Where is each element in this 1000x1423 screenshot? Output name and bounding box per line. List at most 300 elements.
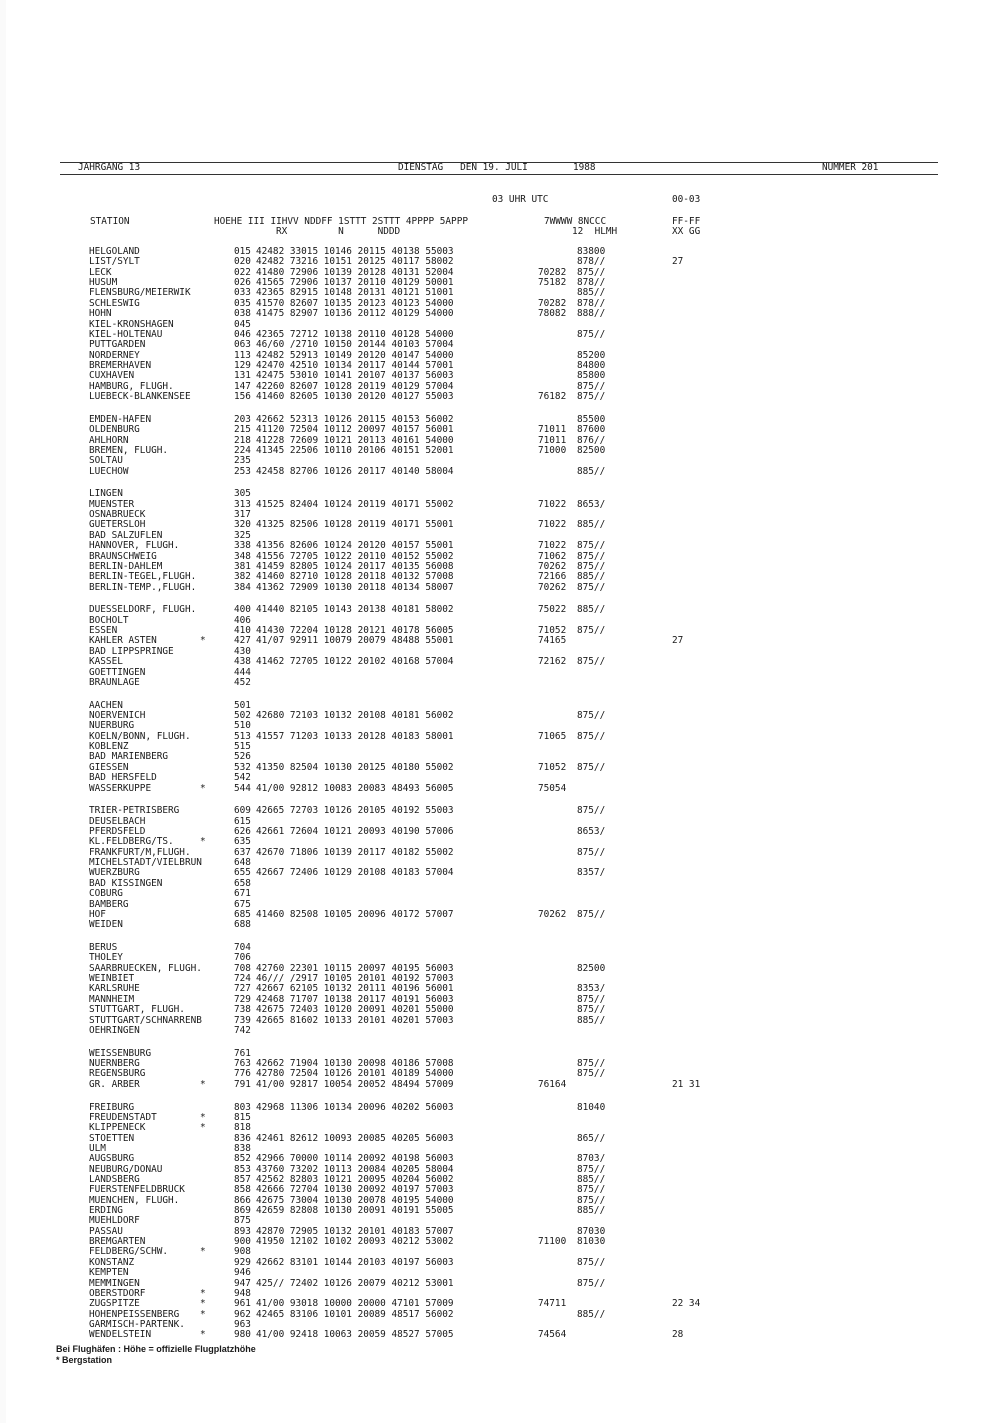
issue-number: NUMMER 201 (822, 162, 879, 173)
station-index: 427 (234, 635, 251, 647)
cloud-group: 87030 (577, 1225, 606, 1237)
station-name: BERLIN-DAHLEM (89, 560, 163, 572)
station-name: NORDERNEY (89, 349, 140, 361)
cloud-group: 885// (577, 604, 606, 616)
station-name: MUENCHEN, FLUGH. (89, 1194, 180, 1206)
station-name: MICHELSTADT/VIELBRUN (89, 857, 202, 869)
station-name: ZUGSPITZE (89, 1298, 140, 1310)
cloud-group: 875// (577, 1184, 606, 1196)
station-data: 42968 11306 10134 20096 40202 56003 (256, 1101, 454, 1113)
cloud-group: 878// (577, 277, 606, 289)
station-data: 42665 81602 10133 20101 40201 57003 (256, 1014, 454, 1026)
station-data: 42260 82607 10128 20119 40129 57004 (256, 380, 454, 392)
mountain-marker: * (200, 635, 206, 647)
col-main: HOEHE III IIHVV NDDFF 1STTT 2STTT 4PPPP 5APPP (214, 216, 468, 227)
station-data: 42562 82803 10121 20095 40204 56002 (256, 1174, 454, 1185)
station-name: THOLEY (89, 952, 123, 964)
weather-group: 75022 (538, 604, 567, 616)
cloud-group: 885// (577, 287, 606, 299)
cloud-group: 875// (577, 390, 606, 402)
station-name: AHLHORN (89, 434, 129, 446)
cloud-group: 875// (577, 730, 606, 742)
station-data: 41430 72204 10128 20121 40178 56005 (256, 625, 454, 637)
station-index: 727 (234, 983, 251, 995)
cloud-group: 875// (577, 1058, 606, 1069)
station-name: BOCHOLT (89, 614, 129, 626)
station-index: 761 (234, 1047, 251, 1059)
station-index: 947 (234, 1277, 251, 1289)
date-label: DIENSTAG DEN 19. JULI 1988 (398, 162, 596, 173)
station-name: MUENSTER (89, 498, 135, 510)
cloud-group: 875// (577, 625, 606, 637)
station-index: 609 (234, 805, 251, 817)
station-index: 224 (234, 444, 251, 456)
station-index: 022 (234, 266, 251, 278)
cloud-group: 875// (577, 1068, 606, 1080)
station-name: PASSAU (89, 1225, 123, 1237)
station-index: 348 (234, 550, 251, 562)
station-index: 857 (234, 1174, 251, 1185)
station-name: AACHEN (89, 699, 123, 711)
station-index: 655 (234, 867, 251, 879)
cloud-group: 878// (577, 297, 606, 309)
station-name: HUSUM (89, 277, 118, 289)
mountain-marker: * (200, 1122, 206, 1134)
station-name: HELGOLAND (89, 246, 140, 257)
cloud-group: 875// (577, 266, 606, 278)
cloud-group: 885// (577, 519, 606, 531)
station-data: 42780 72504 10126 20101 40189 54000 (256, 1068, 454, 1080)
station-name: ULM (89, 1143, 106, 1154)
cloud-group: 875// (577, 761, 606, 773)
station-index: 946 (234, 1267, 251, 1279)
station-data: 42680 72103 10132 20108 40181 56002 (256, 710, 454, 721)
station-data: 42966 70000 10114 20092 40198 56003 (256, 1153, 454, 1165)
station-index: 444 (234, 666, 251, 678)
station-name: BERLIN-TEGEL,FLUGH. (89, 571, 197, 583)
cloud-group: 81040 (577, 1101, 606, 1113)
station-index: 615 (234, 815, 251, 827)
station-index: 063 (234, 339, 251, 351)
station-data: 41565 72906 10137 20110 40129 50001 (256, 277, 454, 289)
col-w-sub: 12 HLMH (572, 226, 618, 237)
station-index: 961 (234, 1298, 251, 1310)
weather-group: 76164 (538, 1078, 567, 1090)
cloud-group: 888// (577, 308, 606, 320)
station-index: 542 (234, 772, 251, 784)
station-index: 708 (234, 962, 251, 974)
station-data: 42461 82612 10093 20085 40205 56003 (256, 1132, 454, 1144)
station-name: BREMGARTEN (89, 1236, 146, 1248)
station-name: GR. ARBER (89, 1078, 140, 1090)
station-index: 803 (234, 1101, 251, 1113)
station-index: 706 (234, 952, 251, 964)
cloud-group: 8353/ (577, 983, 606, 995)
station-name: DUESSELDORF, FLUGH. (89, 604, 197, 616)
station-data: 41462 72705 10122 20102 40168 57004 (256, 656, 454, 668)
station-data: 41/00 92812 10083 20083 48493 56005 (256, 782, 454, 794)
cloud-group: 875// (577, 328, 606, 340)
weather-group: 71022 (538, 540, 567, 552)
station-index: 129 (234, 359, 251, 371)
station-name: REGENSBURG (89, 1068, 146, 1080)
station-data: 42458 82706 10126 20117 40140 58004 (256, 465, 454, 477)
station-index: 962 (234, 1308, 251, 1320)
cloud-group: 875// (577, 560, 606, 572)
cloud-group: 875// (577, 846, 606, 858)
station-index: 046 (234, 328, 251, 340)
col-station: STATION (90, 216, 130, 227)
weather-group: 71011 (538, 434, 567, 446)
station-name: HANNOVER, FLUGH. (89, 540, 180, 552)
station-name: GIESSEN (89, 761, 129, 773)
station-index: 502 (234, 710, 251, 721)
station-index: 381 (234, 560, 251, 572)
extra-group: 22 34 (672, 1298, 701, 1310)
cloud-group: 85200 (577, 349, 606, 361)
station-name: LUEBECK-BLANKENSEE (89, 390, 191, 402)
cloud-group: 876// (577, 434, 606, 446)
station-name: FLENSBURG/MEIERWIK (89, 287, 191, 299)
mountain-marker: * (200, 1111, 206, 1123)
weather-group: 70262 (538, 908, 567, 920)
station-index: 325 (234, 529, 251, 541)
weather-group: 71000 (538, 444, 567, 456)
station-index: 671 (234, 888, 251, 900)
station-name: FREUDENSTADT (89, 1111, 157, 1123)
station-data: 42670 71806 10139 20117 40182 55002 (256, 846, 454, 858)
station-name: GUETERSLOH (89, 519, 146, 531)
station-name: ESSEN (89, 625, 118, 637)
station-index: 035 (234, 297, 251, 309)
cloud-group: 87600 (577, 424, 606, 436)
station-data: 41/00 92817 10054 20052 48494 57009 (256, 1078, 454, 1090)
station-index: 963 (234, 1318, 251, 1330)
station-index: 980 (234, 1329, 251, 1341)
station-data: 42665 72703 10126 20105 40192 55003 (256, 805, 454, 817)
station-name: KOBLENZ (89, 741, 129, 753)
station-data: 41557 71203 10133 20128 40183 58001 (256, 730, 454, 742)
col-extra-3: XX GG (672, 226, 701, 237)
mountain-marker: * (200, 1298, 206, 1310)
scan-edge (0, 0, 6, 1423)
cloud-group: 875// (577, 1194, 606, 1206)
station-index: 893 (234, 1225, 251, 1237)
station-index: 908 (234, 1246, 251, 1258)
station-data: 42666 72704 10130 20092 40197 57003 (256, 1184, 454, 1196)
station-name: BREMEN, FLUGH. (89, 444, 169, 456)
station-name: HOHN (89, 308, 112, 320)
header-bottom-rule (60, 174, 938, 175)
cloud-group: 875// (577, 993, 606, 1005)
station-index: 852 (234, 1153, 251, 1165)
extra-group: 27 (672, 256, 684, 268)
station-name: PFERDSFELD (89, 826, 146, 837)
station-index: 685 (234, 908, 251, 920)
station-data: 42675 72403 10120 20091 40201 55000 (256, 1004, 454, 1016)
cloud-group: 865// (577, 1132, 606, 1144)
extra-group: 27 (672, 635, 684, 647)
station-index: 218 (234, 434, 251, 446)
station-index: 320 (234, 519, 251, 531)
station-data: 42662 83101 10144 20103 40197 56003 (256, 1256, 454, 1268)
weather-group: 71100 (538, 1236, 567, 1248)
extra-group: 21 31 (672, 1078, 701, 1090)
station-data: 42482 33015 10146 20115 40138 55003 (256, 246, 454, 257)
station-data: 46/60 /2710 10150 20144 40103 57004 (256, 339, 454, 351)
station-data: 43760 73202 10113 20084 40205 58004 (256, 1163, 454, 1175)
station-index: 739 (234, 1014, 251, 1026)
weather-group: 71022 (538, 519, 567, 531)
station-index: 430 (234, 645, 251, 657)
station-index: 313 (234, 498, 251, 510)
station-index: 253 (234, 465, 251, 477)
station-data: 42870 72905 10132 20101 40183 57007 (256, 1225, 454, 1237)
cloud-group: 82500 (577, 962, 606, 974)
station-name: LECK (89, 266, 112, 278)
station-index: 724 (234, 973, 251, 985)
cloud-group: 875// (577, 1256, 606, 1268)
cloud-group: 85800 (577, 370, 606, 382)
station-name: WENDELSTEIN (89, 1329, 152, 1341)
station-name: KL.FELDBERG/TS. (89, 836, 174, 848)
station-name: FREIBURG (89, 1101, 135, 1113)
station-index: 113 (234, 349, 251, 361)
station-name: BAMBERG (89, 898, 129, 910)
station-name: WUERZBURG (89, 867, 140, 879)
station-name: HAMBURG, FLUGH. (89, 380, 174, 392)
station-index: 900 (234, 1236, 251, 1248)
station-data: 42468 71707 10138 20117 40191 56003 (256, 993, 454, 1005)
cloud-group: 8703/ (577, 1153, 606, 1165)
station-name: BERLIN-TEMP.,FLUGH. (89, 581, 197, 593)
station-index: 688 (234, 919, 251, 931)
cloud-group: 885// (577, 1174, 606, 1185)
station-name: EMDEN-HAFEN (89, 413, 152, 425)
extra-group: 28 (672, 1329, 684, 1341)
col-main-sub: RX N NDDD (276, 226, 401, 237)
station-index: 033 (234, 287, 251, 299)
station-name: HOF (89, 908, 106, 920)
cloud-group: 885// (577, 571, 606, 583)
station-index: 742 (234, 1024, 251, 1036)
station-index: 648 (234, 857, 251, 869)
mountain-marker: * (200, 1246, 206, 1258)
station-index: 020 (234, 256, 251, 268)
weather-group: 75182 (538, 277, 567, 289)
station-data: 42470 42510 10134 20117 40144 57001 (256, 359, 454, 371)
station-data: 41525 82404 10124 20119 40171 55002 (256, 498, 454, 510)
station-index: 869 (234, 1205, 251, 1217)
station-name: KEMPTEN (89, 1267, 129, 1279)
station-data: 41120 72504 10112 20097 40157 56001 (256, 424, 454, 436)
cloud-group: 885// (577, 465, 606, 477)
station-name: NUERBURG (89, 720, 135, 732)
station-name: WASSERKUPPE (89, 782, 152, 794)
station-index: 875 (234, 1215, 251, 1227)
station-index: 305 (234, 488, 251, 500)
station-name: KIEL-KRONSHAGEN (89, 318, 174, 330)
cloud-group: 885// (577, 1014, 606, 1026)
station-index: 384 (234, 581, 251, 593)
mountain-marker: * (200, 1308, 206, 1320)
station-name: OLDENBURG (89, 424, 140, 436)
station-index: 948 (234, 1287, 251, 1299)
station-index: 317 (234, 509, 251, 521)
station-index: 791 (234, 1078, 251, 1090)
station-name: KIEL-HOLTENAU (89, 328, 163, 340)
station-index: 704 (234, 942, 251, 953)
station-data: 41345 22506 10110 20106 40151 52001 (256, 444, 454, 456)
station-name: FUERSTENFELDBRUCK (89, 1184, 185, 1196)
station-index: 513 (234, 730, 251, 742)
mountain-marker: * (200, 1078, 206, 1090)
station-data: 425// 72402 10126 20079 40212 53001 (256, 1277, 454, 1289)
station-data: 42662 71904 10130 20098 40186 57008 (256, 1058, 454, 1069)
station-name: SOLTAU (89, 455, 123, 467)
station-index: 858 (234, 1184, 251, 1196)
weather-group: 74564 (538, 1329, 567, 1341)
cloud-group: 875// (577, 540, 606, 552)
cloud-group: 875// (577, 656, 606, 668)
station-data: 41950 12102 10102 20093 40212 53002 (256, 1236, 454, 1248)
weather-group: 76182 (538, 390, 567, 402)
station-name: BAD KISSINGEN (89, 877, 163, 889)
station-index: 501 (234, 699, 251, 711)
station-name: LUECHOW (89, 465, 129, 477)
station-index: 131 (234, 370, 251, 382)
station-name: BAD HERSFELD (89, 772, 157, 784)
footer-note-airports: Bei Flughäfen : Höhe = offizielle Flugplatzhöhe (56, 1344, 256, 1354)
station-index: 235 (234, 455, 251, 467)
station-data: 41460 82710 10128 20118 40132 57008 (256, 571, 454, 583)
station-name: NUERNBERG (89, 1058, 140, 1069)
weather-group: 71052 (538, 625, 567, 637)
station-data: 42661 72604 10121 20093 40190 57006 (256, 826, 454, 837)
station-name: LANDSBERG (89, 1174, 140, 1185)
cloud-group: 875// (577, 1277, 606, 1289)
station-name: MUEHLDORF (89, 1215, 140, 1227)
station-index: 438 (234, 656, 251, 668)
station-name: PUTTGARDEN (89, 339, 146, 351)
station-index: 526 (234, 751, 251, 763)
station-index: 818 (234, 1122, 251, 1134)
mountain-marker: * (200, 1329, 206, 1341)
station-name: LIST/SYLT (89, 256, 140, 268)
station-data: 41460 82605 10130 20120 40127 55003 (256, 390, 454, 402)
cloud-group: 875// (577, 908, 606, 920)
station-data: 42482 73216 10151 20125 40117 58002 (256, 256, 454, 268)
station-name: OEHRINGEN (89, 1024, 140, 1036)
station-index: 675 (234, 898, 251, 910)
weather-group: 70282 (538, 266, 567, 278)
station-index: 929 (234, 1256, 251, 1268)
cloud-group: 875// (577, 550, 606, 562)
station-name: MEMMINGEN (89, 1277, 140, 1289)
station-index: 515 (234, 741, 251, 753)
station-index: 532 (234, 761, 251, 773)
station-name: MANNHEIM (89, 993, 135, 1005)
station-index: 338 (234, 540, 251, 552)
station-data: 41362 72909 10130 20118 40134 58007 (256, 581, 454, 593)
station-index: 452 (234, 676, 251, 688)
station-data: 46/// /2917 10105 20101 40192 57003 (256, 973, 454, 985)
station-name: WEISSENBURG (89, 1047, 152, 1059)
station-index: 815 (234, 1111, 251, 1123)
cloud-group: 82500 (577, 444, 606, 456)
station-data: 41/00 92418 10063 20059 48527 57005 (256, 1329, 454, 1341)
station-index: 635 (234, 836, 251, 848)
station-data: 41480 72906 10139 20128 40131 52004 (256, 266, 454, 278)
station-index: 776 (234, 1068, 251, 1080)
station-data: 41356 82606 10124 20120 40157 55001 (256, 540, 454, 552)
weather-group: 75054 (538, 782, 567, 794)
station-name: KONSTANZ (89, 1256, 135, 1268)
station-name: KARLSRUHE (89, 983, 140, 995)
station-data: 42465 83106 10101 20089 48517 56002 (256, 1308, 454, 1320)
station-name: KLIPPENECK (89, 1122, 146, 1134)
station-index: 763 (234, 1058, 251, 1069)
station-name: BREMERHAVEN (89, 359, 152, 371)
footer-note-mountain: * Bergstation (56, 1355, 113, 1365)
utc-label: 03 UHR UTC (492, 194, 549, 205)
station-data: 42365 82915 10148 20131 40121 51001 (256, 287, 454, 299)
station-index: 838 (234, 1143, 251, 1154)
station-name: FRANKFURT/M,FLUGH. (89, 846, 191, 858)
cloud-group: 81030 (577, 1236, 606, 1248)
weather-group: 70262 (538, 560, 567, 572)
station-data: 41460 82508 10105 20096 40172 57007 (256, 908, 454, 920)
station-data: 41325 82506 10128 20119 40171 55001 (256, 519, 454, 531)
station-name: FELDBERG/SCHW. (89, 1246, 169, 1258)
station-data: 42662 52313 10126 20115 40153 56002 (256, 413, 454, 425)
station-name: BAD MARIENBERG (89, 751, 169, 763)
weather-group: 74165 (538, 635, 567, 647)
station-name: WEINBIET (89, 973, 135, 985)
station-name: WEIDEN (89, 919, 123, 931)
station-name: STOETTEN (89, 1132, 135, 1144)
station-data: 42760 22301 10115 20097 40195 56003 (256, 962, 454, 974)
station-data: 42475 53010 10141 20107 40137 56003 (256, 370, 454, 382)
station-name: BRAUNLAGE (89, 676, 140, 688)
station-data: 41475 82907 10136 20112 40129 54000 (256, 308, 454, 320)
station-index: 382 (234, 571, 251, 583)
station-index: 544 (234, 782, 251, 794)
station-data: 41556 72705 10122 20110 40152 55002 (256, 550, 454, 562)
station-name: KASSEL (89, 656, 123, 668)
weather-group: 70282 (538, 297, 567, 309)
col-w: 7WWWW 8NCCC (544, 216, 607, 227)
station-data: 41459 82805 10124 20117 40135 56008 (256, 560, 454, 572)
station-name: NEUBURG/DONAU (89, 1163, 163, 1175)
station-index: 836 (234, 1132, 251, 1144)
station-index: 410 (234, 625, 251, 637)
station-name: BRAUNSCHWEIG (89, 550, 157, 562)
weather-group: 70262 (538, 581, 567, 593)
mountain-marker: * (200, 836, 206, 848)
station-index: 853 (234, 1163, 251, 1175)
cloud-group: 8653/ (577, 826, 606, 837)
station-index: 038 (234, 308, 251, 320)
station-index: 658 (234, 877, 251, 889)
station-name: OBERSTDORF (89, 1287, 146, 1299)
station-data: 42667 72406 10129 20108 40183 57004 (256, 867, 454, 879)
col-extra-2: FF-FF (672, 216, 701, 227)
station-name: ERDING (89, 1205, 123, 1217)
station-data: 41/00 93018 10000 20000 47101 57009 (256, 1298, 454, 1310)
station-index: 045 (234, 318, 251, 330)
station-name: LINGEN (89, 488, 123, 500)
